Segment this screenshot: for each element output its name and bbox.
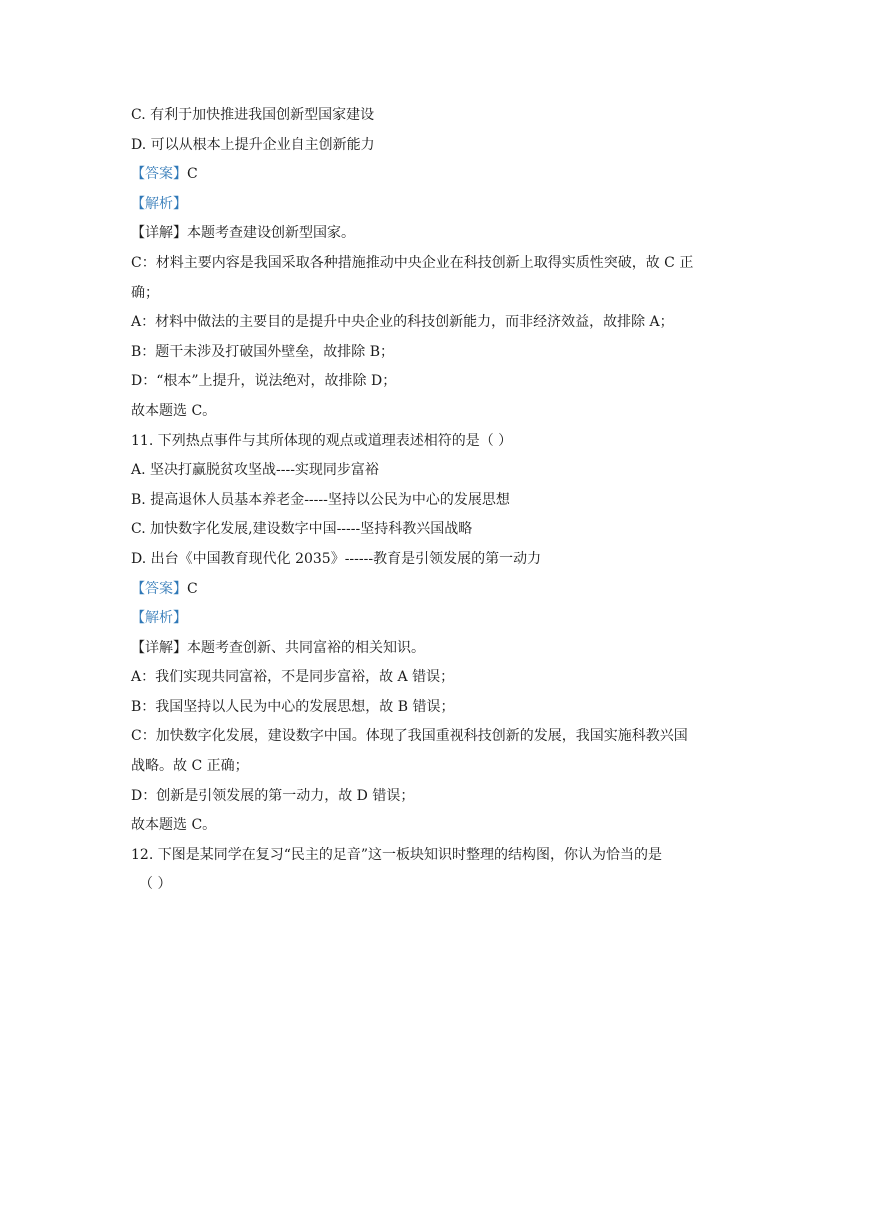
q11-explain-b: B：我国坚持以人民为中心的发展思想，故 B 错误； xyxy=(131,698,455,715)
answer-tag: 【答案】 xyxy=(131,166,187,183)
q11-option-a: A. 坚决打赢脱贫攻坚战----实现同步富裕 xyxy=(131,462,379,479)
q11-conclusion: 故本题选 C。 xyxy=(131,817,217,834)
answer-tag: 【答案】 xyxy=(131,580,187,597)
q10-explain-d: D：“根本”上提升，说法绝对，故排除 D； xyxy=(131,373,397,390)
q10-conclusion: 故本题选 C。 xyxy=(131,402,217,419)
q11-explain-d: D：创新是引领发展的第一动力，故 D 错误； xyxy=(131,787,415,804)
q11-detail: 【详解】本题考查创新、共同富裕的相关知识。 xyxy=(131,639,425,656)
q10-explain-c-1: C：材料主要内容是我国采取各种措施推动中央企业在科技创新上取得实质性突破，故 C 正 xyxy=(131,254,694,271)
q10-option-d: D. 可以从根本上提升企业自主创新能力 xyxy=(131,136,375,153)
q11-analysis-tag: 【解析】 xyxy=(131,610,187,627)
q11-option-c: C. 加快数字化发展,建设数字中国-----坚持科教兴国战略 xyxy=(131,521,473,538)
q10-analysis-tag: 【解析】 xyxy=(131,195,187,212)
q10-answer xyxy=(131,160,751,190)
q11-option-d: D. 出台《中国教育现代化 2035》------教育是引领发展的第一动力 xyxy=(131,550,542,567)
q11-stem: 11. 下列热点事件与其所体现的观点或道理表述相符的是（ ） xyxy=(131,432,513,449)
q12-answer-paren: （ ） xyxy=(139,876,172,893)
q10-explain-c-2: 确； xyxy=(131,284,159,301)
q10-explain-b: B：题干未涉及打破国外壁垒，故排除 B； xyxy=(131,343,395,360)
answer-value: C xyxy=(187,580,198,597)
q10-explain-a: A：材料中做法的主要目的是提升中央企业的科技创新能力，而非经济效益，故排除 A； xyxy=(131,314,674,331)
q10-detail: 【详解】本题考查建设创新型国家。 xyxy=(131,225,355,242)
q12-stem: 12. 下图是某同学在复习“民主的足音”这一板块知识时整理的结构图，你认为恰当的是 xyxy=(131,846,663,863)
document-page xyxy=(131,101,751,900)
q11-option-b: B. 提高退休人员基本养老金-----坚持以公民为中心的发展思想 xyxy=(131,491,510,508)
q11-explain-c-2: 战略。故 C 正确； xyxy=(131,758,249,775)
q11-explain-a: A：我们实现共同富裕，不是同步富裕，故 A 错误； xyxy=(131,669,455,686)
q11-answer xyxy=(131,575,751,605)
q11-explain-c-1: C：加快数字化发展，建设数字中国。体现了我国重视科技创新的发展，我国实施科教兴国 xyxy=(131,728,688,745)
answer-value: C xyxy=(187,166,198,183)
q10-option-c: C. 有利于加快推进我国创新型国家建设 xyxy=(131,107,375,123)
